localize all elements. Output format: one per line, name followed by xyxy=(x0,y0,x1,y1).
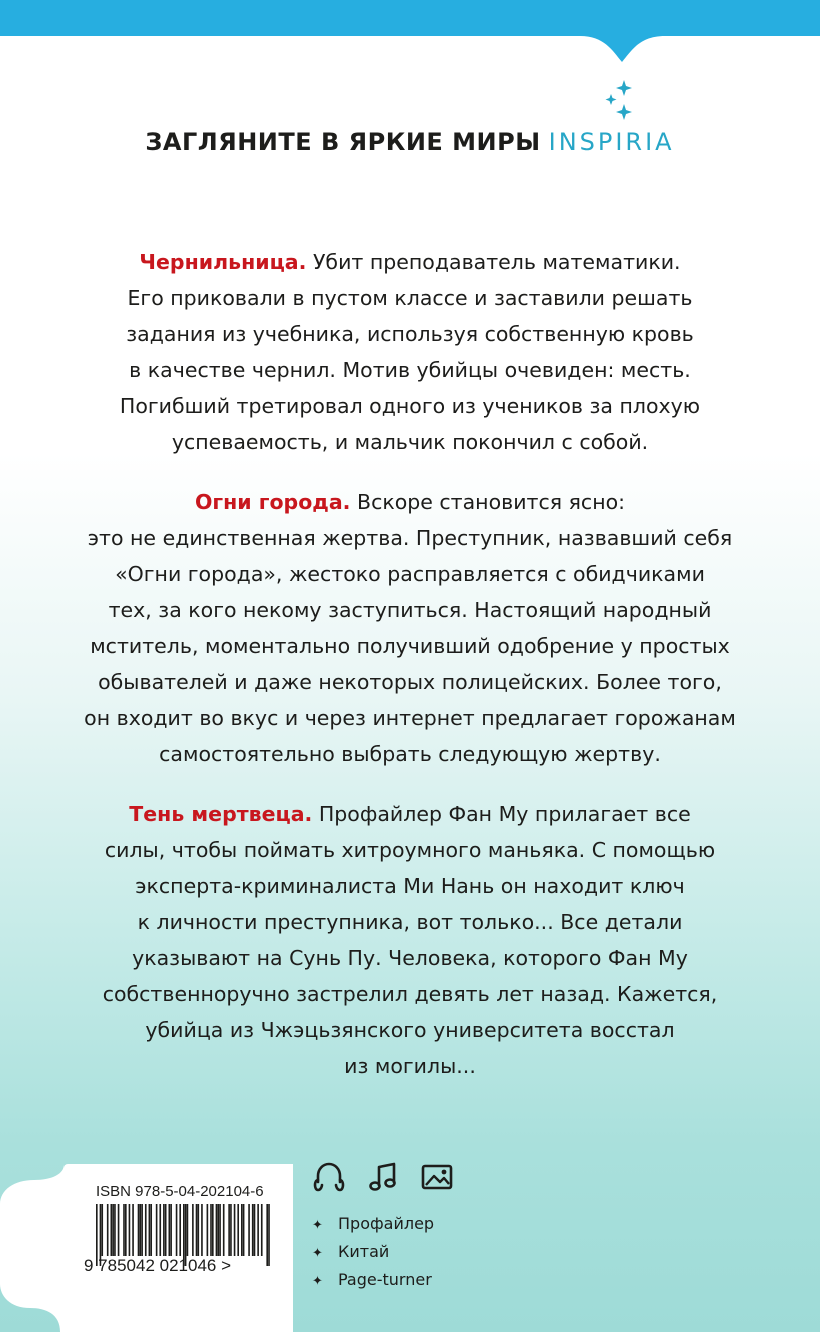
sparkles-icon xyxy=(600,78,640,128)
music-note-icon xyxy=(366,1160,400,1194)
barcode-bar xyxy=(192,1204,194,1256)
barcode-bar xyxy=(163,1204,165,1256)
barcode-bar xyxy=(252,1204,254,1256)
format-icons xyxy=(312,1160,462,1196)
genre-tag xyxy=(312,1238,434,1266)
barcode-bar xyxy=(123,1204,125,1256)
genre-tag xyxy=(312,1210,434,1238)
barcode-bar xyxy=(248,1204,250,1256)
barcode-bar xyxy=(228,1204,230,1256)
paragraph-line: силы, чтобы поймать хитроумного маньяка. С помощью xyxy=(104,838,716,862)
paragraph-line: в качестве чернил. Мотив убийцы очевиден: месть. xyxy=(129,358,691,382)
barcode-bar xyxy=(176,1204,178,1256)
genre-tags xyxy=(312,1210,434,1294)
barcode-bar xyxy=(219,1204,221,1256)
paragraph-line: «Огни города», жестоко расправляется с обидчиками xyxy=(115,562,705,586)
barcode-bar xyxy=(118,1204,120,1256)
barcode-bar xyxy=(261,1204,263,1256)
paragraph-line: он входит во вкус и через интернет предлагает горожанам xyxy=(84,706,736,730)
image-icon xyxy=(420,1160,454,1194)
paragraph-lead: Тень мертвеца. xyxy=(129,802,313,826)
genre-tag xyxy=(312,1266,434,1294)
top-color-band xyxy=(0,0,820,70)
barcode-bar xyxy=(201,1204,203,1256)
barcode-bar xyxy=(170,1204,172,1256)
barcode-bar xyxy=(243,1204,245,1256)
paragraph-first-line xyxy=(60,796,760,832)
barcode-bar xyxy=(210,1204,212,1256)
barcode-bar xyxy=(107,1204,109,1256)
paragraph-line: тех, за кого некому заступиться. Настоящий народный xyxy=(108,598,712,622)
paragraph-first-line xyxy=(60,244,760,280)
paragraph-line: успеваемость, и мальчик покончил с собой. xyxy=(171,430,649,454)
description-paragraph-2 xyxy=(60,484,760,772)
barcode-bar xyxy=(198,1204,200,1256)
barcode-digits: 9 785042 021046 > xyxy=(84,1256,232,1275)
paragraph-lead: Огни города. xyxy=(194,490,351,514)
star-bullet-icon: ✦ xyxy=(312,1274,323,1289)
isbn-tab-shape xyxy=(0,1164,64,1332)
barcode-bar xyxy=(187,1204,189,1256)
barcode-bar xyxy=(241,1204,243,1256)
genre-tag-label: Профайлер xyxy=(338,1214,435,1233)
barcode-bar xyxy=(111,1204,113,1256)
barcode-bar xyxy=(223,1204,225,1256)
barcode-bar xyxy=(230,1204,232,1256)
barcode-bar xyxy=(149,1204,151,1256)
barcode-bar xyxy=(165,1204,167,1256)
paragraph-line: задания из учебника, используя собственную кровь xyxy=(126,322,694,346)
barcode-bar xyxy=(237,1204,239,1256)
paragraph-line: убийца из Чжэцьзянского университета восстал xyxy=(145,1018,675,1042)
barcode-bar xyxy=(212,1204,214,1256)
barcode-bar xyxy=(132,1204,134,1256)
paragraph-line: обывателей и даже некоторых полицейских. Более того, xyxy=(98,670,722,694)
description-paragraph-1 xyxy=(60,244,760,460)
paragraph-line: к личности преступника, вот только... Все детали xyxy=(137,910,683,934)
paragraph-line: собственноручно застрелил девять лет назад. Кажется, xyxy=(102,982,718,1006)
paragraph-line: эксперта-криминалиста Ми Нань он находит ключ xyxy=(135,874,685,898)
paragraph-line: указывают на Сунь Пу. Человека, которого Фан Му xyxy=(132,946,688,970)
brand-publisher: INSPIRIA xyxy=(548,128,675,156)
barcode-bar xyxy=(207,1204,209,1256)
barcode-bar xyxy=(196,1204,198,1256)
paragraph-line: из могилы... xyxy=(344,1054,476,1078)
barcode-bar xyxy=(138,1204,140,1256)
barcode-bar xyxy=(216,1204,218,1256)
barcode-bar xyxy=(254,1204,256,1256)
barcode-bar xyxy=(150,1204,152,1256)
barcode-bar xyxy=(101,1204,103,1256)
star-bullet-icon: ✦ xyxy=(312,1218,323,1233)
barcode-bar xyxy=(159,1204,161,1256)
genre-tag-label: Page-turner xyxy=(338,1270,432,1289)
paragraph-line: самостоятельно выбрать следующую жертву. xyxy=(159,742,661,766)
barcode-bar xyxy=(145,1204,147,1256)
description-paragraph-3 xyxy=(60,796,760,1084)
barcode-bar xyxy=(140,1204,142,1256)
barcode-bar xyxy=(217,1204,219,1256)
barcode-bar xyxy=(257,1204,259,1256)
barcode-bar xyxy=(141,1204,143,1256)
headphones-icon xyxy=(312,1160,346,1194)
paragraph-line: Погибший третировал одного из учеников за плохую xyxy=(119,394,701,418)
paragraph-first-line xyxy=(60,484,760,520)
brand-tagline: ЗАГЛЯНИТЕ В ЯРКИЕ МИРЫ xyxy=(145,128,541,156)
paragraph-lead: Чернильница. xyxy=(139,250,307,274)
paragraph-first-rest: Вскоре становится ясно: xyxy=(350,490,626,514)
isbn-label: ISBN 978-5-04-202104-6 xyxy=(96,1183,264,1200)
barcode-bar xyxy=(114,1204,116,1256)
paragraph-first-rest: Профайлер Фан Му прилагает все xyxy=(312,802,691,826)
barcode-bar xyxy=(234,1204,236,1256)
paragraph-line: это не единственная жертва. Преступник, назвавший себя xyxy=(87,526,733,550)
brand-heading xyxy=(0,128,820,156)
paragraph-line: Его приковали в пустом классе и заставили решать xyxy=(127,286,693,310)
paragraph-first-rest: Убит преподаватель математики. xyxy=(306,250,681,274)
star-bullet-icon: ✦ xyxy=(312,1246,323,1261)
barcode-bar xyxy=(156,1204,158,1256)
barcode-bar xyxy=(112,1204,114,1256)
paragraph-line: мститель, моментально получивший одобрение у простых xyxy=(90,634,730,658)
barcode-bar xyxy=(179,1204,181,1256)
barcode-bar xyxy=(169,1204,171,1256)
genre-tag-label: Китай xyxy=(338,1242,390,1261)
barcode-bar xyxy=(129,1204,131,1256)
barcode-bar xyxy=(125,1204,127,1256)
